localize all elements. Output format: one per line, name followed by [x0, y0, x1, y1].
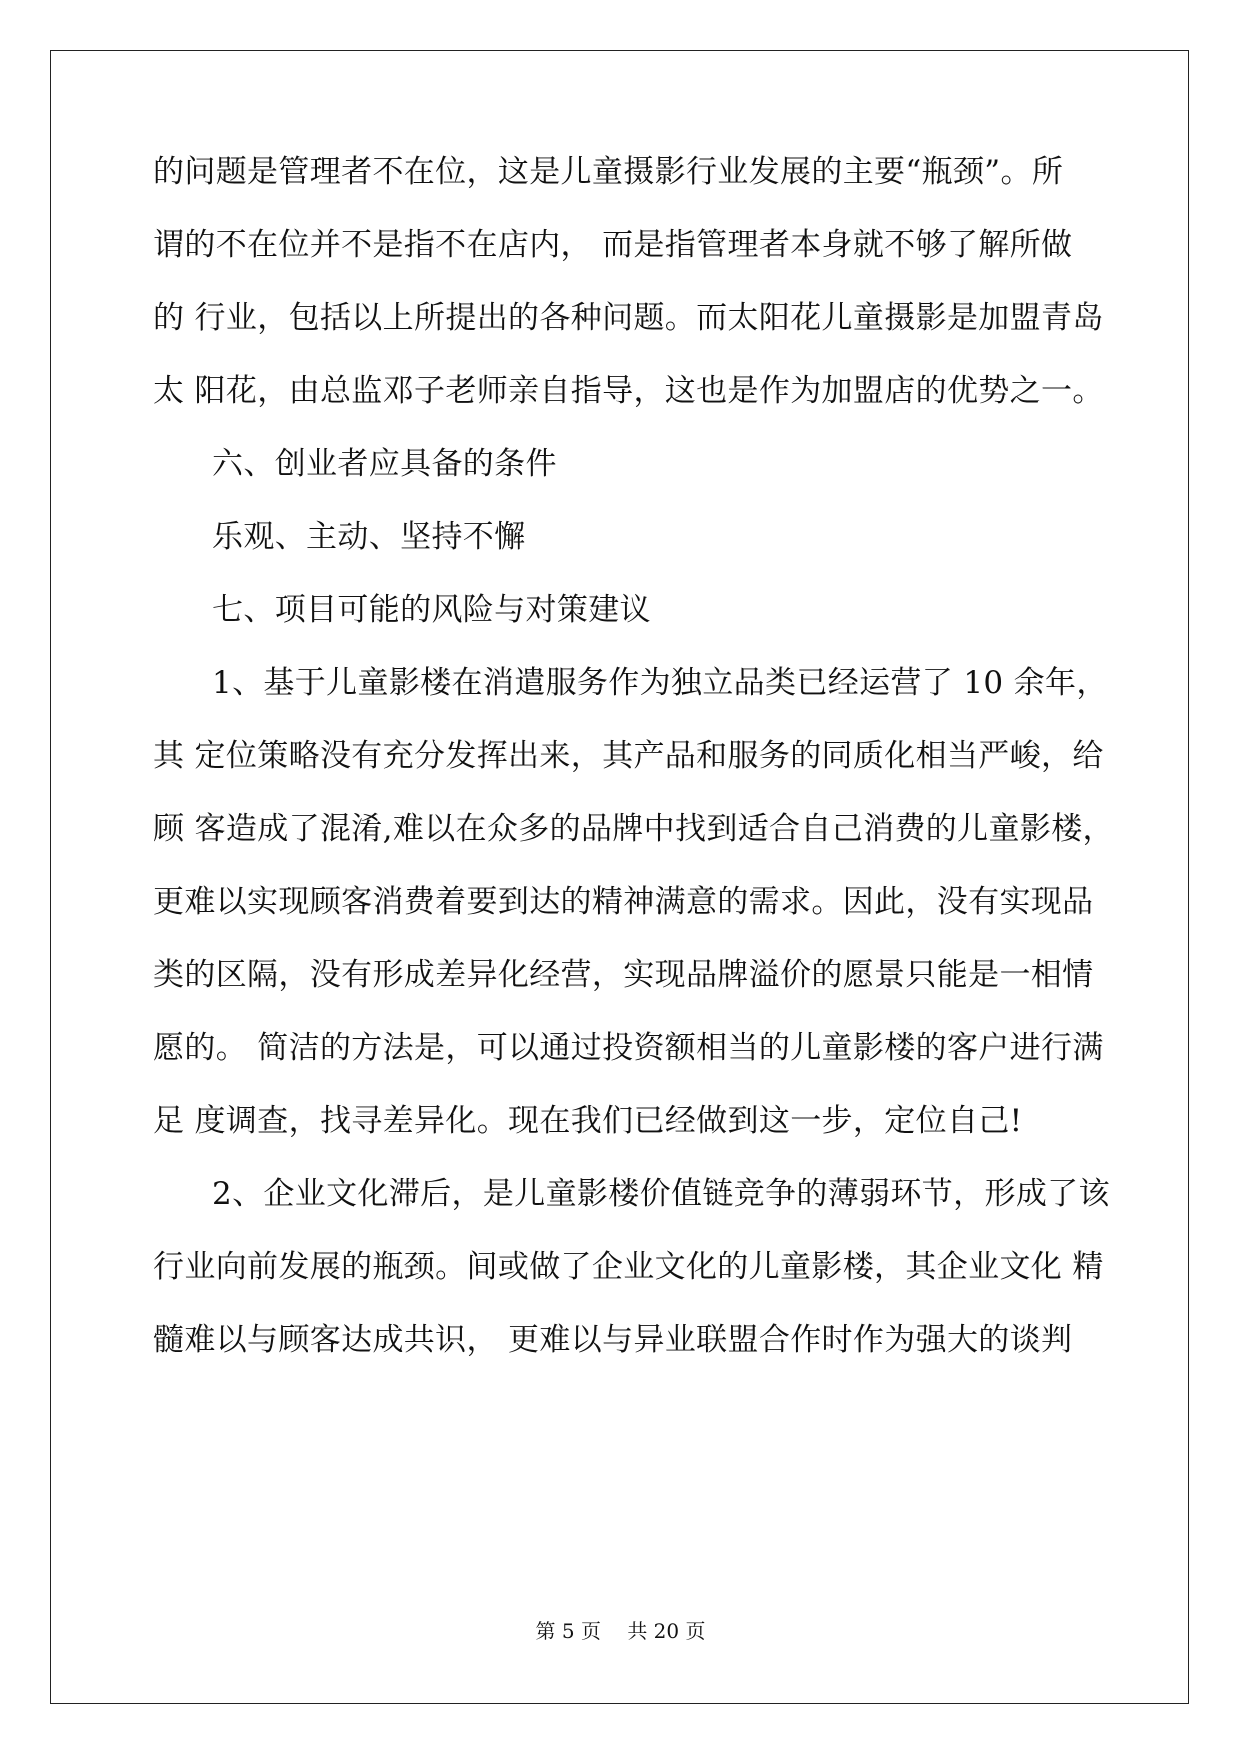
text-line: 2、企业文化滞后，是儿童影楼价值链竞争的薄弱环节，形成了该 [212, 1176, 1110, 1212]
page-total: 共 20 页 [627, 1619, 706, 1643]
text-line: 的 行业，包括以上所提出的各种问题。而太阳花儿童摄影是加盟青岛 [153, 300, 1104, 336]
page-number: 第 5 页 [535, 1619, 601, 1643]
text-line: 太 阳花，由总监邓子老师亲自指导，这也是作为加盟店的优势之一。 [153, 373, 1104, 409]
text-line: 谓的不在位并不是指不在店内， 而是指管理者本身就不够了解所做 [153, 227, 1073, 263]
text-line: 髓难以与顾客达成共识， 更难以与异业联盟合作时作为强大的谈判 [153, 1322, 1073, 1358]
section-heading: 七、项目可能的风险与对策建议 [212, 592, 651, 628]
text-line: 行业向前发展的瓶颈。间或做了企业文化的儿童影楼，其企业文化 精 [153, 1249, 1104, 1285]
text-line: 的问题是管理者不在位，这是儿童摄影行业发展的主要“瓶颈”。所 [153, 154, 1064, 190]
section-heading: 六、创业者应具备的条件 [212, 446, 557, 482]
text-line: 足 度调查，找寻差异化。现在我们已经做到这一步，定位自己! [153, 1103, 1023, 1139]
text-line: 更难以实现顾客消费着要到达的精神满意的需求。因此，没有实现品 [153, 884, 1094, 920]
text-line: 其 定位策略没有充分发挥出来，其产品和服务的同质化相当严峻，给 [153, 738, 1104, 774]
page-footer [0, 1619, 1241, 1643]
text-line: 类的区隔，没有形成差异化经营，实现品牌溢价的愿景只能是一相情 [153, 957, 1094, 993]
text-line: 1、基于儿童影楼在消遣服务作为独立品类已经运营了 10 余年， [212, 665, 1108, 701]
text-line: 愿的。 简洁的方法是，可以通过投资额相当的儿童影楼的客户进行满 [153, 1030, 1104, 1066]
text-line: 顾 客造成了混淆,难以在众多的品牌中找到适合自己消费的儿童影楼， [153, 811, 1114, 847]
text-line: 乐观、主动、坚持不懈 [212, 519, 526, 555]
